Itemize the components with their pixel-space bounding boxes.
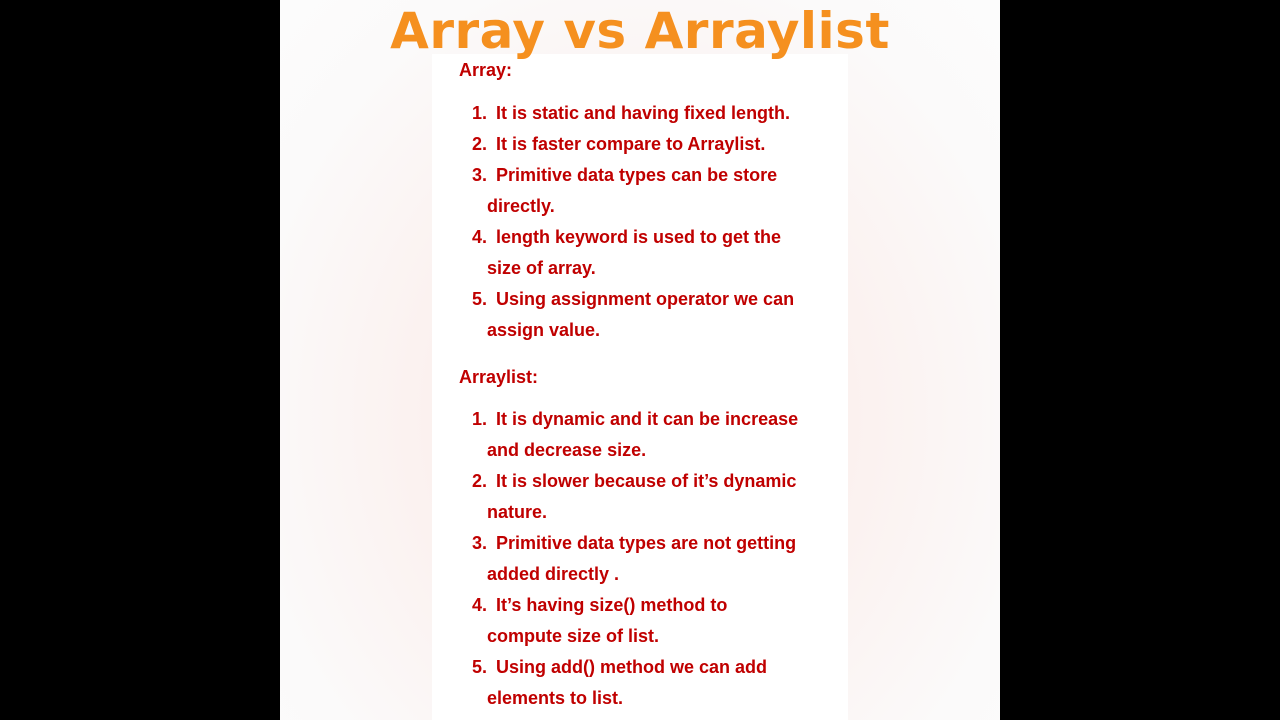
array-item-2-text: It is faster compare to Arraylist. (496, 134, 766, 154)
arraylist-item-3 (472, 528, 842, 590)
arraylist-item-5 (472, 652, 842, 714)
arraylist-item-4-number: 4. (472, 595, 488, 615)
array-item-4-number: 4. (472, 227, 488, 247)
array-item-2 (472, 129, 842, 160)
array-item-5-number: 5. (472, 289, 488, 309)
array-item-1-text: It is static and having fixed length. (496, 103, 791, 123)
arraylist-item-4-continuation: compute size of list. (487, 626, 660, 646)
arraylist-item-5-continuation: elements to list. (487, 688, 624, 708)
slide (280, 0, 1000, 720)
array-item-5-text: Using assignment operator we can (496, 289, 795, 309)
arraylist-item-1 (472, 404, 842, 466)
page-title: Array vs Arraylist (390, 2, 890, 60)
array-item-4-text: length keyword is used to get the (496, 227, 782, 247)
arraylist-item-3-number: 3. (472, 533, 488, 553)
array-item-3-number: 3. (472, 165, 488, 185)
array-item-1-number: 1. (472, 103, 488, 123)
arraylist-item-2-number: 2. (472, 471, 488, 491)
arraylist-item-5-number: 5. (472, 657, 488, 677)
arraylist-item-4-text: It’s having size() method to (496, 595, 728, 615)
arraylist-item-3-continuation: added directly . (487, 564, 620, 584)
arraylist-item-1-number: 1. (472, 409, 488, 429)
arraylist-item-1-text: It is dynamic and it can be increase (496, 409, 799, 429)
arraylist-item-2 (472, 466, 842, 528)
array-item-3-text: Primitive data types can be store (496, 165, 778, 185)
arraylist-item-1-continuation: and decrease size. (487, 440, 647, 460)
arraylist-item-3-text: Primitive data types are not getting (496, 533, 797, 553)
array-item-5-continuation: assign value. (487, 320, 601, 340)
arraylist-item-5-text: Using add() method we can add (496, 657, 768, 677)
arraylist-item-2-continuation: nature. (487, 502, 548, 522)
array-item-5 (472, 284, 842, 346)
arraylist-item-4 (472, 590, 842, 652)
arraylist-item-2-text: It is slower because of it’s dynamic (496, 471, 797, 491)
array-item-3 (472, 160, 842, 222)
array-item-3-continuation: directly. (487, 196, 555, 216)
array-item-4-continuation: size of array. (487, 258, 596, 278)
arraylist-heading: Arraylist: (459, 367, 539, 387)
array-heading: Array: (459, 60, 513, 80)
array-item-4 (472, 222, 842, 284)
array-item-2-number: 2. (472, 134, 488, 154)
array-item-1 (472, 98, 842, 129)
